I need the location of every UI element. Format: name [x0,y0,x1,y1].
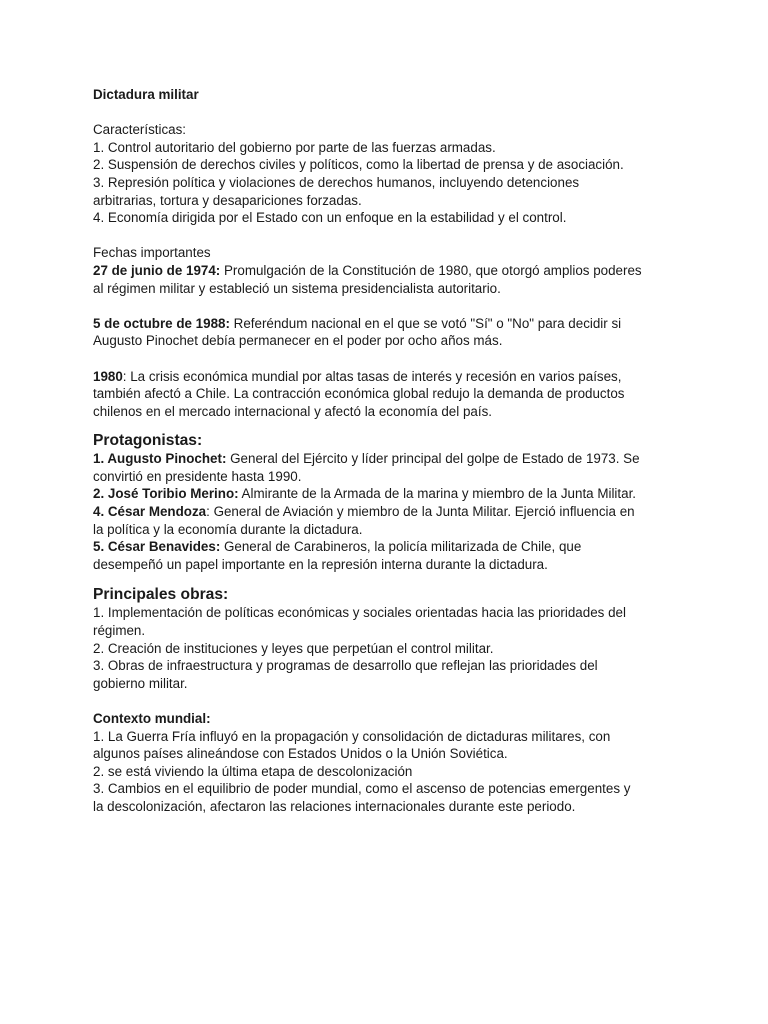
caracteristica-item: 3. Represión política y violaciones de derechos humanos, incluyendo detenciones [93,174,580,190]
obras-line: 3. Obras de infraestructura y programas de desarrollo que reflejan las prioridades del [93,658,598,674]
protagonista-line: la política y la economía durante la dictadura. [93,521,363,537]
spacer [93,692,683,710]
spacer [93,104,683,122]
protagonista-line [93,450,683,468]
obras-line: 2. Creación de instituciones y leyes que perpetúan el control militar. [93,640,494,656]
protagonistas-heading: Protagonistas: [93,432,203,450]
protagonista-text: General del Ejército y líder principal del golpe de Estado de 1973. Se [226,451,640,467]
protagonistas-section [93,431,683,573]
fecha-date: 5 de octubre de 1988: [93,315,230,331]
crisis-text: : La crisis económica mundial por altas tasas de interés y recesión en varios países, [122,368,622,384]
protagonista-line [93,485,683,503]
protagonista-name: 2. José Toribio Merino: [93,486,239,502]
caracteristicas-section [93,121,683,227]
protagonista-line: desempeñó un papel importante en la represión interna durante la dictadura. [93,556,548,572]
contexto-section [93,710,683,816]
protagonista-line: convirtió en presidente hasta 1990. [93,468,302,484]
protagonista-line [93,538,683,556]
obras-line: gobierno militar. [93,675,188,691]
contexto-line: 1. La Guerra Fría influyó en la propagación y consolidación de dictaduras militares, con [93,728,611,744]
spacer [93,420,683,431]
protagonista-text: : General de Aviación y miembro de la Junta Militar. Ejerció influencia en [206,504,635,520]
fecha-entry-line [93,262,683,280]
spacer [93,573,683,585]
obras-line: régimen. [93,623,146,639]
fecha-entry-line [93,315,683,333]
caracteristica-item: 1. Control autoritario del gobierno por parte de las fuerzas armadas. [93,139,496,155]
document-page [93,86,683,816]
caracteristica-item: 2. Suspensión de derechos civiles y políticos, como la libertad de prensa y de asociación. [93,157,624,173]
document-title: Dictadura militar [93,87,199,102]
fecha-date: 27 de junio de 1974: [93,262,221,278]
contexto-line: 2. se está viviendo la última etapa de descolonización [93,763,413,779]
fecha-text: Promulgación de la Constitución de 1980, que otorgó amplios poderes [220,262,642,278]
contexto-heading: Contexto mundial: [93,711,211,726]
fecha-entry-line: al régimen militar y estableció un sistema presidencialista autoritario. [93,280,501,296]
crisis-line [93,368,683,386]
crisis-year: 1980 [93,368,123,384]
obras-heading: Principales obras: [93,586,229,604]
contexto-line: algunos países alineándose con Estados Unidos o la Unión Soviética. [93,746,508,762]
fecha-text: Referéndum nacional en el que se votó "Sí" o "No" para decidir si [229,315,622,331]
protagonista-text: General de Carabineros, la policía militarizada de Chile, que [220,539,582,555]
caracteristicas-label: Características: [93,122,187,138]
fecha-entry-line: Augusto Pinochet debía permanecer en el poder por ocho años más. [93,333,503,349]
spacer [93,297,683,315]
spacer [93,227,683,245]
obras-section [93,585,683,692]
fechas-label: Fechas importantes [93,245,211,261]
caracteristica-item: 4. Economía dirigida por el Estado con un enfoque en la estabilidad y el control. [93,210,567,226]
crisis-line: también afectó a Chile. La contracción económica global redujo la demanda de productos [93,386,625,402]
spacer [93,350,683,368]
contexto-line: 3. Cambios en el equilibrio de poder mundial, como el ascenso de potencias emergentes y [93,781,631,797]
fechas-section [93,244,683,420]
protagonista-line [93,503,683,521]
crisis-line: chilenos en el mercado internacional y afectó la economía del país. [93,403,492,419]
protagonista-name: 4. César Mendoza [93,504,207,520]
obras-line: 1. Implementación de políticas económicas y sociales orientadas hacia las prioridades del [93,605,626,621]
caracteristica-item: arbitrarias, tortura y desapariciones forzadas. [93,192,362,208]
protagonista-text: Almirante de la Armada de la marina y miembro de la Junta Militar. [238,486,637,502]
protagonista-name: 1. Augusto Pinochet: [93,451,227,467]
contexto-line: la descolonización, afectaron las relaciones internacionales durante este periodo. [93,798,576,814]
protagonista-name: 5. César Benavides: [93,539,221,555]
